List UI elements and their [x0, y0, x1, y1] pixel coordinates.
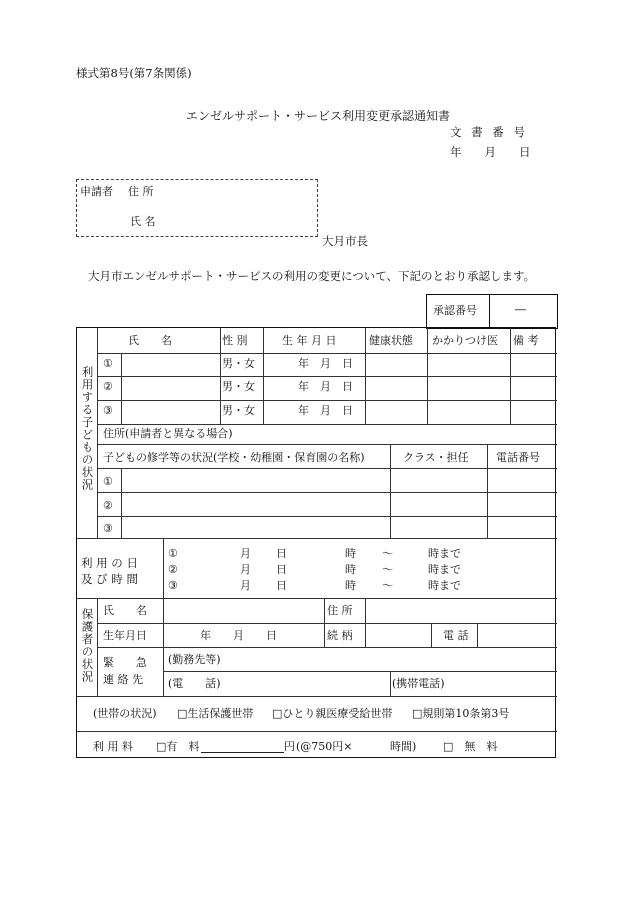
header-name: 氏 名	[128, 334, 172, 347]
header-dob: 生 年 月 日	[282, 334, 337, 347]
school-row-1-number: ①	[103, 475, 113, 488]
applicant-address-label: 住 所	[128, 185, 154, 198]
header-doctor: かかりつけ医	[432, 334, 498, 347]
fee-label: 利 用 料	[93, 740, 133, 753]
fee-hours: 時間)	[390, 740, 417, 753]
document-number-label: 文 書 番 号	[450, 125, 528, 139]
workplace-label: (勤務先等)	[168, 653, 221, 666]
child-row-2-number: ②	[103, 380, 113, 393]
emergency-tel-label: (電 話)	[168, 677, 221, 690]
usage-row-2-day: 日	[276, 563, 287, 576]
usage-row-2-tilde: 〜	[382, 563, 393, 576]
usage-row-3-day: 日	[276, 579, 287, 592]
fee-paid-option: □有 料	[156, 740, 200, 753]
fee-free-option: □ 無 料	[443, 740, 498, 753]
household-option-welfare: □生活保護世帯	[177, 707, 254, 720]
usage-row-2-until: 時まで	[428, 563, 461, 576]
child-row-1-dob: 年 月 日	[298, 357, 353, 370]
guardian-section-label: 保護者の状況	[80, 608, 95, 683]
approval-number-value: ―	[515, 303, 526, 316]
household-label: (世帯の状況)	[93, 707, 157, 720]
usage-label-line1: 利 用 の 日	[81, 556, 138, 570]
usage-row-2-month: 月	[240, 563, 251, 576]
usage-row-2-hour: 時	[345, 563, 356, 576]
usage-row-3-until: 時まで	[428, 579, 461, 592]
school-header-class: クラス・担任	[403, 451, 469, 464]
school-row-3-number: ③	[103, 522, 113, 535]
header-health: 健康状態	[369, 334, 413, 347]
document-title: エンゼルサポート・サービス利用変更承認通知書	[186, 109, 451, 123]
child-row-2-dob: 年 月 日	[298, 380, 353, 393]
usage-row-2-number: ②	[168, 563, 178, 576]
approval-number-label: 承認番号	[433, 304, 477, 317]
guardian-dob-value: 年 月 日	[200, 629, 277, 642]
form-number: 様式第8号(第7条関係)	[76, 66, 192, 80]
usage-label-line2: 及 び 時 間	[81, 572, 138, 586]
usage-row-3-month: 月	[240, 579, 251, 592]
date-label: 年 月 日	[450, 145, 531, 159]
usage-row-1-tilde: 〜	[382, 547, 393, 560]
section-divider	[77, 731, 557, 732]
child-row-2-gender: 男・女	[222, 380, 255, 393]
child-row-1-gender: 男・女	[222, 357, 255, 370]
header-gender: 性 別	[222, 334, 248, 347]
child-row-1-number: ①	[103, 357, 113, 370]
children-section-label: 利用する子どもの状況	[80, 366, 95, 491]
usage-row-1-until: 時まで	[428, 547, 461, 560]
usage-row-3-number: ③	[168, 579, 178, 592]
usage-row-3-hour: 時	[345, 579, 356, 592]
household-option-rule: □規則第10条第3号	[412, 707, 510, 720]
issuer: 大月市長	[322, 234, 368, 248]
notice-text: 大月市エンゼルサポート・サービスの利用の変更について、下記のとおり承認します。	[88, 269, 536, 283]
guardian-relation-label: 続 柄	[327, 629, 353, 642]
applicant-label: 申請者	[80, 185, 113, 198]
child-row-3-dob: 年 月 日	[298, 404, 353, 417]
child-row-3-number: ③	[103, 404, 113, 417]
usage-row-1-hour: 時	[345, 547, 356, 560]
emergency-label-line2: 連 絡 先	[103, 673, 143, 686]
guardian-phone-label: 電 話	[443, 629, 469, 642]
applicant-name-label: 氏 名	[130, 215, 156, 228]
fee-amount-underline	[201, 752, 284, 753]
guardian-name-label: 氏 名	[103, 604, 147, 617]
school-header-phone: 電話番号	[496, 451, 540, 464]
header-notes: 備 考	[513, 334, 539, 347]
usage-row-1-number: ①	[168, 547, 178, 560]
fee-rate: (@750円×	[296, 740, 353, 753]
usage-row-1-day: 日	[276, 547, 287, 560]
household-option-single-parent: □ひとり親医療受給世帯	[272, 707, 393, 720]
section-divider	[77, 598, 557, 599]
school-row-2-number: ②	[103, 499, 113, 512]
emergency-label-line1: 緊 急	[103, 656, 147, 669]
fee-yen: 円	[284, 740, 295, 753]
section-divider	[77, 538, 557, 539]
section-divider	[77, 696, 557, 697]
school-header-name: 子どもの修学等の状況(学校・幼稚園・保育園の名称)	[103, 451, 365, 464]
child-row-3-gender: 男・女	[222, 404, 255, 417]
guardian-dob-label: 生年月日	[103, 629, 147, 642]
usage-row-1-month: 月	[240, 547, 251, 560]
emergency-mobile-label: (携帯電話)	[392, 677, 445, 690]
guardian-address-label: 住 所	[327, 604, 353, 617]
usage-row-3-tilde: 〜	[382, 579, 393, 592]
child-address-label: 住所(申請者と異なる場合)	[103, 427, 233, 440]
